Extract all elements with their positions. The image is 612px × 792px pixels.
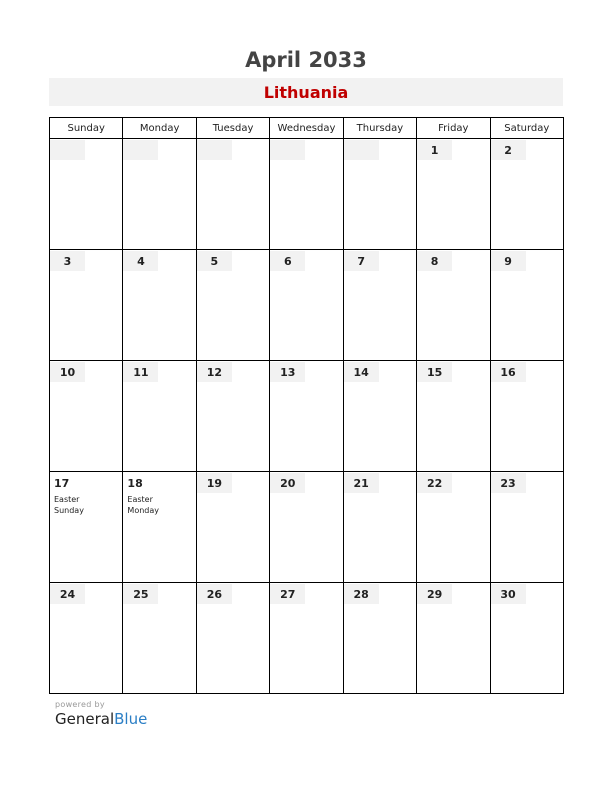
country-name: Lithuania [263, 83, 349, 102]
day-number: 8 [417, 251, 452, 271]
day-number: 28 [344, 584, 379, 604]
week-row [50, 472, 564, 583]
day-number: 22 [417, 473, 452, 493]
empty-day-cell [343, 139, 416, 250]
calendar-grid [49, 117, 564, 694]
weekday-header: Thursday [343, 118, 416, 139]
footer-branding [55, 700, 147, 728]
day-number: 15 [417, 362, 452, 382]
day-cell[interactable] [123, 472, 196, 583]
day-cell[interactable] [196, 361, 269, 472]
day-number: 19 [197, 473, 232, 493]
day-cell[interactable] [417, 250, 490, 361]
day-number: 2 [491, 140, 526, 160]
day-number: 25 [123, 584, 158, 604]
day-number: 12 [197, 362, 232, 382]
empty-day-marker [270, 140, 305, 160]
empty-day-marker [344, 140, 379, 160]
empty-day-cell [50, 139, 123, 250]
day-number: 1 [417, 140, 452, 160]
day-cell[interactable] [270, 250, 343, 361]
weekday-header: Saturday [490, 118, 563, 139]
day-cell[interactable] [50, 472, 123, 583]
day-cell[interactable] [123, 250, 196, 361]
weekday-header: Sunday [50, 118, 123, 139]
day-cell[interactable] [196, 250, 269, 361]
holiday-label: Easter Sunday [54, 495, 84, 515]
day-number: 7 [344, 251, 379, 271]
day-cell[interactable] [490, 583, 563, 694]
brand-general: General [55, 710, 115, 728]
country-banner [49, 78, 563, 106]
weekday-header: Friday [417, 118, 490, 139]
day-number: 29 [417, 584, 452, 604]
generalblue-logo[interactable] [55, 710, 147, 728]
day-cell[interactable] [343, 361, 416, 472]
brand-blue: Blue [114, 710, 148, 728]
day-cell[interactable] [490, 250, 563, 361]
day-number: 9 [491, 251, 526, 271]
day-cell[interactable] [50, 583, 123, 694]
empty-day-cell [270, 139, 343, 250]
weekday-header: Wednesday [270, 118, 343, 139]
day-cell[interactable] [50, 361, 123, 472]
day-number: 3 [50, 251, 85, 271]
day-number: 23 [491, 473, 526, 493]
day-cell[interactable] [490, 472, 563, 583]
day-number: 18 [127, 477, 143, 490]
empty-day-marker [50, 140, 85, 160]
weekday-header-row [50, 118, 564, 139]
day-number: 4 [123, 251, 158, 271]
day-cell[interactable] [270, 583, 343, 694]
day-cell[interactable] [123, 361, 196, 472]
day-number: 10 [50, 362, 85, 382]
day-number: 5 [197, 251, 232, 271]
week-row [50, 361, 564, 472]
day-cell[interactable] [417, 139, 490, 250]
day-cell[interactable] [417, 583, 490, 694]
day-cell[interactable] [196, 583, 269, 694]
empty-day-marker [123, 140, 158, 160]
empty-day-cell [123, 139, 196, 250]
day-cell[interactable] [490, 361, 563, 472]
empty-day-cell [196, 139, 269, 250]
day-cell[interactable] [417, 361, 490, 472]
day-number: 20 [270, 473, 305, 493]
week-row [50, 583, 564, 694]
day-number: 16 [491, 362, 526, 382]
day-number: 6 [270, 251, 305, 271]
day-number: 26 [197, 584, 232, 604]
day-cell[interactable] [123, 583, 196, 694]
empty-day-marker [197, 140, 232, 160]
day-cell[interactable] [196, 472, 269, 583]
day-number: 24 [50, 584, 85, 604]
day-number: 14 [344, 362, 379, 382]
week-row [50, 139, 564, 250]
day-cell[interactable] [270, 472, 343, 583]
day-cell[interactable] [343, 472, 416, 583]
week-row [50, 250, 564, 361]
day-cell[interactable] [50, 250, 123, 361]
weekday-header: Tuesday [196, 118, 269, 139]
day-number: 30 [491, 584, 526, 604]
day-number: 11 [123, 362, 158, 382]
day-number: 13 [270, 362, 305, 382]
day-cell[interactable] [417, 472, 490, 583]
day-number: 17 [54, 477, 70, 490]
calendar-title: April 2033 [245, 48, 367, 72]
day-cell[interactable] [343, 583, 416, 694]
powered-by-text: powered by [55, 700, 105, 709]
day-number: 27 [270, 584, 305, 604]
day-cell[interactable] [270, 361, 343, 472]
day-cell[interactable] [490, 139, 563, 250]
day-cell[interactable] [343, 250, 416, 361]
weekday-header: Monday [123, 118, 196, 139]
holiday-label: Easter Monday [127, 495, 160, 515]
day-number: 21 [344, 473, 379, 493]
